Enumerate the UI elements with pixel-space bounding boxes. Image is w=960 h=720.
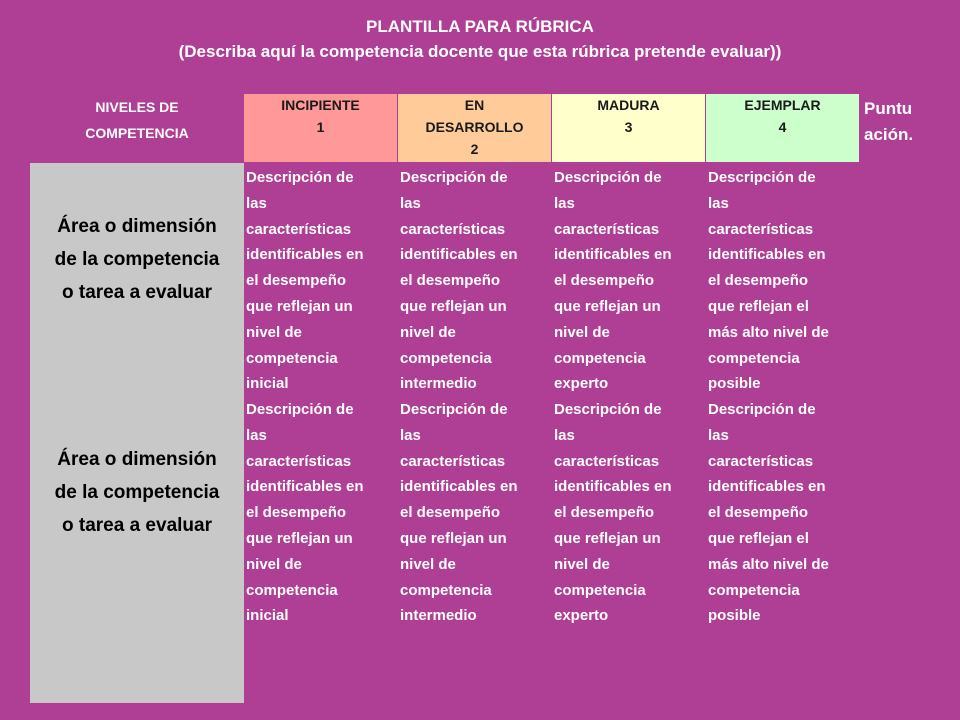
score-header-line-2: ación. [864, 125, 914, 144]
levels-label-line-1: NIVELES DE [95, 99, 179, 115]
level-name: MADURA [597, 97, 660, 113]
description-line: competencia [554, 581, 646, 599]
description-line: el desempeño [708, 504, 809, 522]
description-line: Descripción de [554, 401, 662, 418]
description-cell [708, 165, 858, 397]
description-line: el desempeño [246, 272, 347, 290]
description-line: nivel de [554, 555, 610, 573]
description-line: más alto nivel de [708, 323, 829, 341]
description-line: que reflejan un [400, 529, 507, 547]
description-line: las [400, 194, 421, 212]
description-cell [246, 165, 396, 397]
description-line: Descripción de [400, 169, 508, 186]
level-number: 2 [470, 141, 479, 157]
description-line: Descripción de [708, 401, 816, 418]
description-line: experto [554, 607, 609, 625]
description-line: Descripción de [708, 169, 816, 186]
description-line: nivel de [554, 323, 610, 341]
description-line: el desempeño [246, 504, 347, 522]
description-line: identificables en [708, 246, 826, 264]
level-header-4 [706, 94, 859, 162]
dimension-label-line: o tarea a evaluar [62, 282, 212, 303]
level-header-1 [244, 94, 397, 162]
level-name: EN [464, 97, 485, 113]
description-line: más alto nivel de [708, 555, 829, 573]
description-cell [400, 397, 550, 629]
description-line: inicial [246, 375, 289, 393]
level-header-2 [398, 94, 551, 162]
description-line: que reflejan un [554, 297, 661, 315]
description-line: características [400, 220, 506, 238]
description-line: características [400, 452, 506, 470]
description-line: identificables en [246, 478, 364, 496]
description-line: las [708, 194, 729, 212]
description-line: Descripción de [554, 169, 662, 186]
description-line: las [708, 426, 729, 444]
description-line: que reflejan un [246, 529, 353, 547]
description-line: intermedio [400, 375, 477, 393]
description-line: posible [708, 607, 761, 625]
dimension-label-line: Área o dimensión [57, 449, 217, 470]
dimension-label [30, 210, 244, 309]
title-line-1: PLANTILLA PARA RÚBRICA [366, 17, 594, 36]
description-line: que reflejan el [708, 297, 809, 315]
description-line: inicial [246, 607, 289, 625]
dimension-label [30, 443, 244, 542]
description-line: el desempeño [554, 272, 655, 290]
description-line: competencia [554, 349, 646, 367]
description-line: Descripción de [400, 401, 508, 418]
description-line: que reflejan un [246, 297, 353, 315]
level-name: INCIPIENTE [281, 97, 360, 113]
description-line: identificables en [554, 478, 672, 496]
description-line: posible [708, 375, 761, 393]
description-cell [246, 397, 396, 629]
description-line: características [246, 452, 352, 470]
levels-label-line-2: COMPETENCIA [85, 125, 189, 141]
description-line: competencia [708, 349, 800, 367]
page-title [0, 14, 960, 64]
description-line: que reflejan un [554, 529, 661, 547]
description-cell [400, 165, 550, 397]
description-line: el desempeño [400, 272, 501, 290]
description-line: Descripción de [246, 169, 354, 186]
description-line: características [554, 220, 660, 238]
title-line-2: (Describa aquí la competencia docente que esta rúbrica pretende evaluar)) [178, 42, 782, 61]
description-cell [554, 165, 704, 397]
description-line: Descripción de [246, 401, 354, 418]
description-line: experto [554, 375, 609, 393]
level-number: 4 [778, 119, 787, 135]
description-line: que reflejan el [708, 529, 809, 547]
description-line: características [246, 220, 352, 238]
description-cell [708, 397, 858, 629]
score-header [864, 96, 944, 148]
description-line: nivel de [246, 323, 302, 341]
description-line: nivel de [246, 555, 302, 573]
score-header-line-1: Puntu [864, 99, 913, 118]
description-line: las [554, 426, 575, 444]
description-line: competencia [400, 349, 492, 367]
description-line: las [554, 194, 575, 212]
description-line: características [708, 452, 814, 470]
description-line: competencia [708, 581, 800, 599]
description-line: las [246, 426, 267, 444]
description-line: identificables en [400, 478, 518, 496]
level-name: EJEMPLAR [744, 97, 821, 113]
description-line: nivel de [400, 555, 456, 573]
levels-header-label [30, 94, 244, 146]
level-name: DESARROLLO [425, 119, 524, 135]
description-line: el desempeño [708, 272, 809, 290]
description-line: competencia [246, 581, 338, 599]
description-line: identificables en [708, 478, 826, 496]
dimension-label-line: o tarea a evaluar [62, 515, 212, 536]
description-line: competencia [246, 349, 338, 367]
description-line: competencia [400, 581, 492, 599]
description-line: características [554, 452, 660, 470]
description-line: que reflejan un [400, 297, 507, 315]
description-line: las [246, 194, 267, 212]
level-number: 1 [316, 119, 325, 135]
description-line: identificables en [400, 246, 518, 264]
description-line: intermedio [400, 607, 477, 625]
dimension-label-line: de la competencia [54, 482, 220, 503]
dimension-label-line: Área o dimensión [57, 216, 217, 237]
dimension-label-line: de la competencia [54, 249, 220, 270]
description-line: el desempeño [554, 504, 655, 522]
level-number: 3 [624, 119, 633, 135]
description-line: el desempeño [400, 504, 501, 522]
description-line: identificables en [246, 246, 364, 264]
description-line: las [400, 426, 421, 444]
level-header-3 [552, 94, 705, 162]
description-line: características [708, 220, 814, 238]
description-cell [554, 397, 704, 629]
description-line: identificables en [554, 246, 672, 264]
description-line: nivel de [400, 323, 456, 341]
